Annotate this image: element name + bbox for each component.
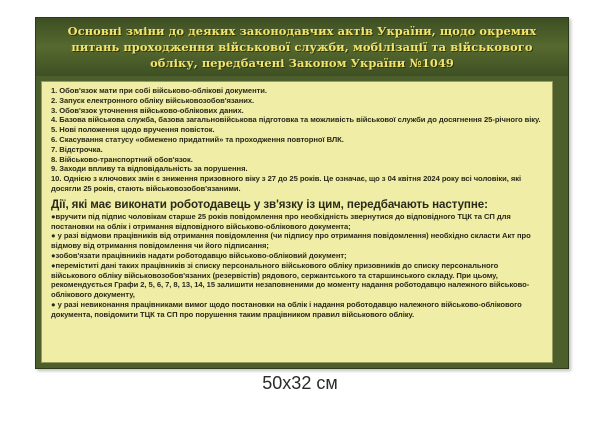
info-poster bbox=[35, 17, 569, 369]
list-item: 6. Скасування статусу «обмежено придатний» та проходження повторної ВЛК. bbox=[51, 134, 344, 144]
poster-header bbox=[36, 18, 568, 76]
action-item: ● у разі невиконання працівниками вимог щодо постановки на облік і надання роботодавцю належного військово-облікового документа, повідомити ТЦК та СП про порушення таким працівником правил військового обліку. bbox=[51, 299, 522, 319]
size-caption: 50x32 см bbox=[262, 373, 338, 393]
actions-heading: Дії, які має виконати роботодавець у зв'язку із цим, передбачають наступне: bbox=[51, 197, 488, 211]
list-item: 2. Запуск електронного обліку військовозобов'язаних. bbox=[51, 95, 255, 105]
action-item: ●зобов'язати працівників надати роботодавцю військово-обліковий документ; bbox=[51, 250, 347, 260]
list-item: 3. Обов'язок уточнення військово-облікових даних. bbox=[51, 105, 244, 115]
action-item: ●переміститі дані таких працівників зі списку персонального військового обліку призовників до списку персонального військового обліку військовозобов'язаних (резервістів) рядового, сержантського та старшинського складу. При цьому, рекомендується Графи 2, 5, 6, 7, 8, 13, 14, 15 залишити незаповненими до моменту надання роботодавцю належного військово-облікового документу, bbox=[51, 260, 530, 300]
actions-list bbox=[51, 212, 544, 320]
list-item: 4. Базова військова служба, базова загальновійськова підготовка та можливість військової служби до досягнення 25-річного віку. bbox=[51, 115, 541, 125]
list-item: 7. Відстрочка. bbox=[51, 144, 103, 154]
action-item: ● у разі відмови працівників від отримання повідомлення (чи підпису про отримання повідомлення) необхідно скласти Акт про відмову від отримання повідомлення чи його підписання; bbox=[51, 231, 531, 251]
action-item: ●вручити під підпис чоловікам старше 25 років повідомлення про необхідність звернутися до відповідного ТЦК та СП для постановки на облік і отримання відповідного військово-облікового документа; bbox=[51, 211, 511, 231]
list-item: 10. Однією з ключових змін є зниження призовного віку з 27 до 25 років. Це означає, що з 04 квітня 2024 року всі чоловіки, які досягли 25 років, стають військовозобов'язаними. bbox=[51, 174, 522, 193]
list-item: 9. Заходи впливу та відповідальність за порушення. bbox=[51, 164, 248, 174]
list-item: 8. Військово-транспортний обов'язок. bbox=[51, 154, 193, 164]
list-item: 1. Обов'язок мати при собі військово-облікові документи. bbox=[51, 86, 267, 95]
content-panel bbox=[41, 81, 553, 363]
list-item: 5. Нові положення щодо вручення повісток. bbox=[51, 125, 215, 135]
poster-title: Основні зміни до деяких законодавчих актів України, щодо окремих питань проходження військової служби, мобілізації та військового обліку, передбачені Законом України №1049 bbox=[67, 24, 537, 70]
changes-list bbox=[51, 86, 544, 194]
